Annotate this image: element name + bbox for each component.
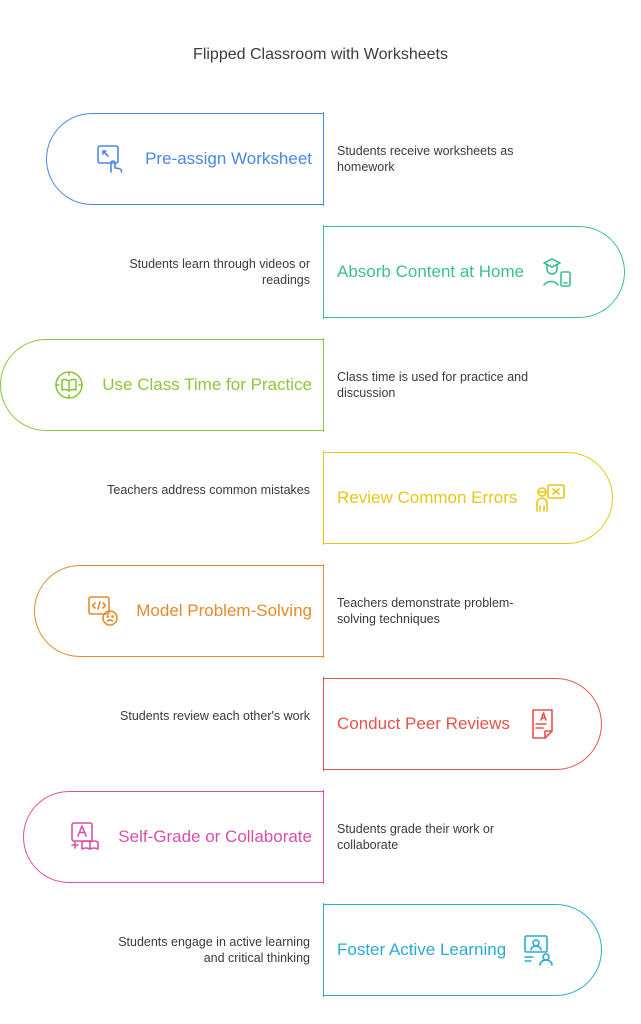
step-description: Students review each other's work xyxy=(120,709,310,723)
teacher-board-icon xyxy=(533,481,567,515)
step-model-problem-solving xyxy=(34,565,324,657)
step-self-grade-or-collaborate xyxy=(23,791,324,883)
step-label: Review Common Errors xyxy=(337,488,518,507)
online-learner-icon xyxy=(522,933,556,967)
step-label: Conduct Peer Reviews xyxy=(337,714,510,733)
step-label: Foster Active Learning xyxy=(337,940,507,959)
step-foster-active-learning xyxy=(323,904,602,996)
step-label: Pre-assign Worksheet xyxy=(145,149,312,168)
step-description: Teachers demonstrate problem-solving techniques xyxy=(337,596,514,626)
step-label: Self-Grade or Collaborate xyxy=(118,827,312,846)
grade-book-icon xyxy=(68,820,102,854)
graded-paper-icon xyxy=(526,707,560,741)
touch-screen-icon xyxy=(95,142,129,176)
step-label: Model Problem-Solving xyxy=(136,601,312,620)
step-absorb-content-at-home xyxy=(323,226,625,318)
step-description: Class time is used for practice and discussion xyxy=(337,370,529,400)
open-book-icon xyxy=(52,368,86,402)
step-label: Absorb Content at Home xyxy=(337,262,525,281)
step-pre-assign-worksheet xyxy=(46,113,324,205)
step-description: Teachers address common mistakes xyxy=(107,483,310,497)
code-thinking-icon xyxy=(86,594,120,628)
student-phone-icon xyxy=(540,255,574,289)
step-review-common-errors xyxy=(323,452,613,544)
step-description: Students learn through videos or readings xyxy=(129,257,310,287)
step-description: Students engage in active learning and critical thinking xyxy=(118,935,310,965)
step-conduct-peer-reviews xyxy=(323,678,602,770)
step-use-class-time-for-practice xyxy=(0,339,324,431)
step-label: Use Class Time for Practice xyxy=(102,375,312,394)
diagram-title: Flipped Classroom with Worksheets xyxy=(193,46,448,63)
step-description: Students grade their work or collaborate xyxy=(337,822,495,852)
step-description: Students receive worksheets as homework xyxy=(337,144,514,174)
